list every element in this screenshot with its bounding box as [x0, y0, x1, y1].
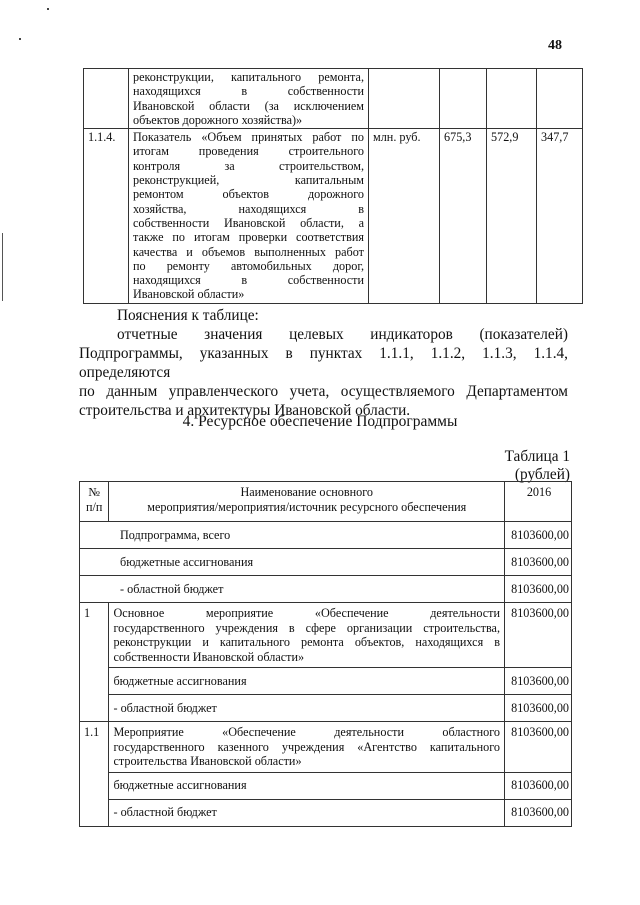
header-name: Наименование основного мероприятия/мероприятия/источник ресурсного обеспечения [109, 482, 505, 522]
row-value: 8103600,00 [505, 522, 572, 549]
table-number: Таблица 1 [504, 448, 570, 465]
scan-speck [47, 8, 49, 10]
notes-heading: Пояснения к таблице: [117, 307, 259, 324]
table-row [80, 799, 572, 826]
row-value: 8103600,00 [505, 549, 572, 576]
scan-edge-mark [2, 233, 3, 301]
page-number: 48 [548, 38, 562, 53]
table-row [80, 668, 572, 695]
row-name: - областной бюджет [80, 576, 505, 603]
resource-table [79, 481, 572, 827]
indicator-table [83, 68, 583, 304]
row-num [84, 69, 129, 129]
row-unit [369, 69, 440, 129]
table-row [84, 129, 583, 304]
row-value-1: 675,3 [440, 129, 487, 304]
row-value-2 [487, 69, 537, 129]
row-description: Показатель «Объем принятых работ по итогам проведения строительного контроля за строительством, реконструкцией, капитальным ремонтом объектов дорожного хозяйства, находящихся в собственности Ивановской области, а также по итогам проверки соответствия качества и объемов выполненных работ по ремонту автомобильных дорог, находящихся в собственности Ивановской области» [129, 129, 369, 304]
row-name: бюджетные ассигнования [109, 668, 505, 695]
row-value-2: 572,9 [487, 129, 537, 304]
row-value: 8103600,00 [505, 772, 572, 799]
row-name: бюджетные ассигнования [109, 772, 505, 799]
table-caption [505, 448, 570, 484]
table-row [80, 549, 572, 576]
table-header-row [80, 482, 572, 522]
row-value: 8103600,00 [505, 695, 572, 722]
scan-speck [19, 38, 21, 40]
section-title: 4. Ресурсное обеспечение Подпрограммы [182, 413, 458, 430]
table-row [84, 69, 583, 129]
table-row [80, 576, 572, 603]
row-name: Основное мероприятие «Обеспечение деятельности государственного учреждения в сфере организации строительства, реконструкции и капитального ремонта объектов, находящихся в собственности Ивановской области» [109, 603, 505, 668]
row-name: Мероприятие «Обеспечение деятельности областного государственного казенного учреждения «Агентство капитального строительства Ивановской области» [109, 722, 505, 773]
row-value: 8103600,00 [505, 799, 572, 826]
row-num: 1.1 [80, 722, 109, 827]
row-name: - областной бюджет [109, 695, 505, 722]
row-name: - областной бюджет [109, 799, 505, 826]
row-value: 8103600,00 [505, 576, 572, 603]
row-num: 1.1.4. [84, 129, 129, 304]
notes-body: отчетные значения целевых индикаторов (показателей) Подпрограммы, указанных в пунктах 1.1.1, 1.1.2, 1.1.3, 1.1.4, определяются по данным управленческого учета, осуществляемого Департаментом строительства и архитектуры Ивановской области. [79, 326, 568, 419]
header-num: № п/п [80, 482, 109, 522]
row-value: 8103600,00 [505, 722, 572, 773]
table-row [80, 722, 572, 773]
table-units: (рублей) [514, 466, 570, 483]
header-year: 2016 [505, 482, 572, 522]
row-name: Подпрограмма, всего [80, 522, 505, 549]
table-row [80, 522, 572, 549]
row-value-3 [537, 69, 583, 129]
row-unit: млн. руб. [369, 129, 440, 304]
row-value: 8103600,00 [505, 603, 572, 668]
row-name: бюджетные ассигнования [80, 549, 505, 576]
row-value: 8103600,00 [505, 668, 572, 695]
table-row [80, 603, 572, 668]
table-row [80, 772, 572, 799]
row-description: реконструкции, капитального ремонта, находящихся в собственности Ивановской области (за исключением объектов дорожного хозяйства)» [129, 69, 369, 129]
row-num: 1 [80, 603, 109, 722]
table-row [80, 695, 572, 722]
row-value-3: 347,7 [537, 129, 583, 304]
row-value-1 [440, 69, 487, 129]
